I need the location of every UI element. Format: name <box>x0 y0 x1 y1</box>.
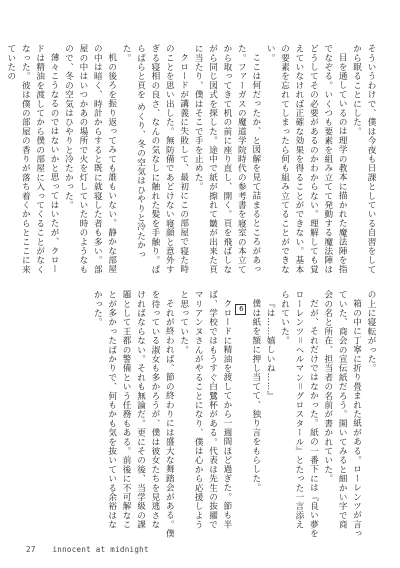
paragraph: 僕は紙を額に押し当てて、独り言をもらした。 <box>250 298 261 492</box>
paragraph: 箱の中に丁寧に折り畳まれた紙がある。ローレンツが言っていた、商会の宣伝紙だろう。開いてみると細かい字で商会の名と所在、担当者の名前が書かれていた。 <box>322 290 362 538</box>
running-title: innocent at midnight <box>52 545 149 554</box>
dialogue-line: 『は……嬉しいね……』 <box>265 298 276 400</box>
paragraph: クロードが講義に失敗して、最初にこの部屋で寝た時のことを思い出した。無防備であどけない寝顔と意外すぎる寝相の良さ、なんの気なしに触れた髪を手触り。ぱらぱらと頁を めくり、冬の空気はひやりと冷たかった。 <box>121 44 189 274</box>
paragraph: 机の後ろを振り返ってみても誰もいない。静かな部屋の中は暗く、時計からすると既に就寝した者も多い。部屋の中はいつかあの場所で火を灯していた時のようなもので、冬の空気はひやりと冷たかった。 <box>63 44 117 274</box>
paragraph: 薄々こうなるのではないかと思ってはいたが、クロードは精油を渡してから僕の部屋に入ってくることがなくなった。彼は僕の部屋の香りが落ち着くからとここに来ていたの <box>5 44 60 274</box>
paragraph: 目を通しているのは理学の教本に描かれた魔法陣を指でなぞる。いくつも要素を組み立てて発動する魔法陣はどうしてその必要があるのかわからない。理解しても覚えていなければ正確な効果を得ることができない。基本の要素を忘れてしまったら何も組み立てることができない。 <box>265 44 348 274</box>
paragraph: クロードに精油を渡してから一週間ほど過ぎた。節も半ば、学校ではもうすぐ白鷺杯がある。代表は先生の抜擢でマリアンヌさんがやることになり、僕は心から応援しようと思っていた。 <box>178 290 232 530</box>
paragraph: そういうわけで、僕は今夜も日課としている自習をしてから眠ることにした。 <box>351 44 376 274</box>
page-number: 27 <box>26 545 36 554</box>
paragraph: それが終われば、節の終わりには盛大な舞踏会がある。僕を待っている淑女も多かろうが、僕は彼女たちを見逃さなければならない。それも無論だ。更にその後、当学級の課題として王都の警備という任務もある。前後に不可解なことが多かったばかりで、何もかも気を抜いている余裕はなかった。 <box>92 290 175 538</box>
page-footer <box>26 545 149 554</box>
section-break <box>234 290 248 538</box>
lower-text-block <box>26 290 378 547</box>
paragraph: の上に寝転がった。 <box>366 290 376 373</box>
paragraph: ここは何だったか、と図解を見て詰まるところがあった。ファーガスの魔道学院時代の参考書を寝室の本立てから取ってきて机の前に座り直し、開く。頁を飛ばしながら同じ図式を探した。途中で紙が擦れて皺が出来た頁に当たり、僕はそこで手を止めた。 <box>193 44 261 274</box>
section-number: 6 <box>237 305 246 314</box>
paragraph: だが、それだけではなかった。紙の一番下には『良い夢を ローレンツ＝ヘルマン＝グロスタール』とたった一言添えられていた。 <box>279 290 319 547</box>
upper-text-block <box>5 44 378 274</box>
